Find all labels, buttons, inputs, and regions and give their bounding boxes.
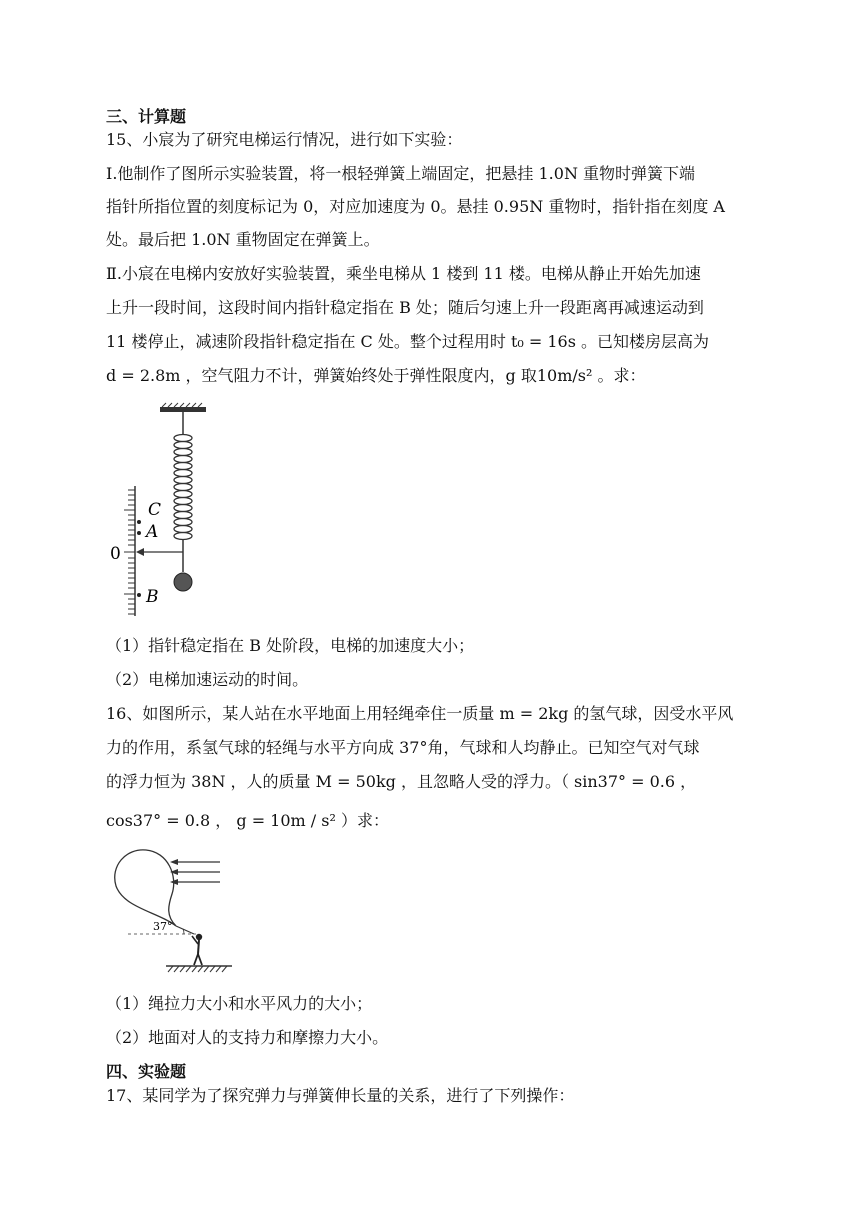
- q16-line-4: cos37° = 0.8 ， g = 10m / s² ）求：: [106, 811, 389, 830]
- q16-line-1: 16、如图所示，某人站在水平地面上用轻绳牵住一质量 m = 2kg 的氢气球，因受水平风: [106, 704, 734, 723]
- section-heading-4: 四、实验题: [106, 1062, 187, 1081]
- q15-intro: 15、小宸为了研究电梯运行情况，进行如下实验：: [106, 130, 463, 149]
- q16-sub-2: （2）地面对人的支持力和摩擦力大小。: [106, 1028, 389, 1047]
- q15-p1-line-2: 指针所指位置的刻度标记为 0，对应加速度为 0。悬挂 0.95N 重物时，指针指在刻度 A: [106, 197, 725, 216]
- label-c: C: [148, 500, 162, 520]
- label-a: A: [146, 522, 159, 542]
- balloon-figure: [106, 846, 246, 978]
- q16-line-2: 力的作用，系氢气球的轻绳与水平方向成 37°角，气球和人均静止。已知空气对气球: [106, 738, 700, 757]
- q15-p1-line-3: 处。最后把 1.0N 重物固定在弹簧上。: [106, 230, 380, 249]
- angle-label: 37°: [153, 920, 173, 933]
- q17-intro: 17、某同学为了探究弹力与弹簧伸长量的关系，进行了下列操作：: [106, 1086, 575, 1105]
- q15-p2-line-1: Ⅱ.小宸在电梯内安放好实验装置，乘坐电梯从 1 楼到 11 楼。电梯从静止开始先加速: [106, 264, 701, 283]
- q15-p1-line-1: Ⅰ.他制作了图所示实验装置，将一根轻弹簧上端固定，把悬挂 1.0N 重物时弹簧下端: [106, 164, 696, 183]
- q15-p2-line-3: 11 楼停止，减速阶段指针稳定指在 C 处。整个过程用时 t₀ = 16s 。已知楼房层高为: [106, 332, 710, 351]
- label-b: B: [146, 587, 159, 607]
- q15-p2-line-4: d = 2.8m ，空气阻力不计，弹簧始终处于弹性限度内，g 取10m/s² 。求：: [106, 366, 646, 385]
- section-heading-3: 三、计算题: [106, 107, 187, 126]
- q15-p2-line-2: 上升一段时间，这段时间内指针稳定指在 B 处；随后匀速上升一段距离再减速运动到: [106, 298, 704, 317]
- q16-sub-1: （1）绳拉力大小和水平风力的大小；: [106, 994, 373, 1013]
- spring-scale-figure: [106, 402, 236, 620]
- label-zero: 0: [110, 544, 121, 564]
- q16-line-3: 的浮力恒为 38N ，人的质量 M = 50kg ，且忽略人受的浮力。（ sin37° = 0.6 ，: [106, 772, 697, 791]
- q15-sub-1: （1）指针稳定指在 B 处阶段，电梯的加速度大小；: [106, 636, 475, 655]
- q15-sub-2: （2）电梯加速运动的时间。: [106, 670, 309, 689]
